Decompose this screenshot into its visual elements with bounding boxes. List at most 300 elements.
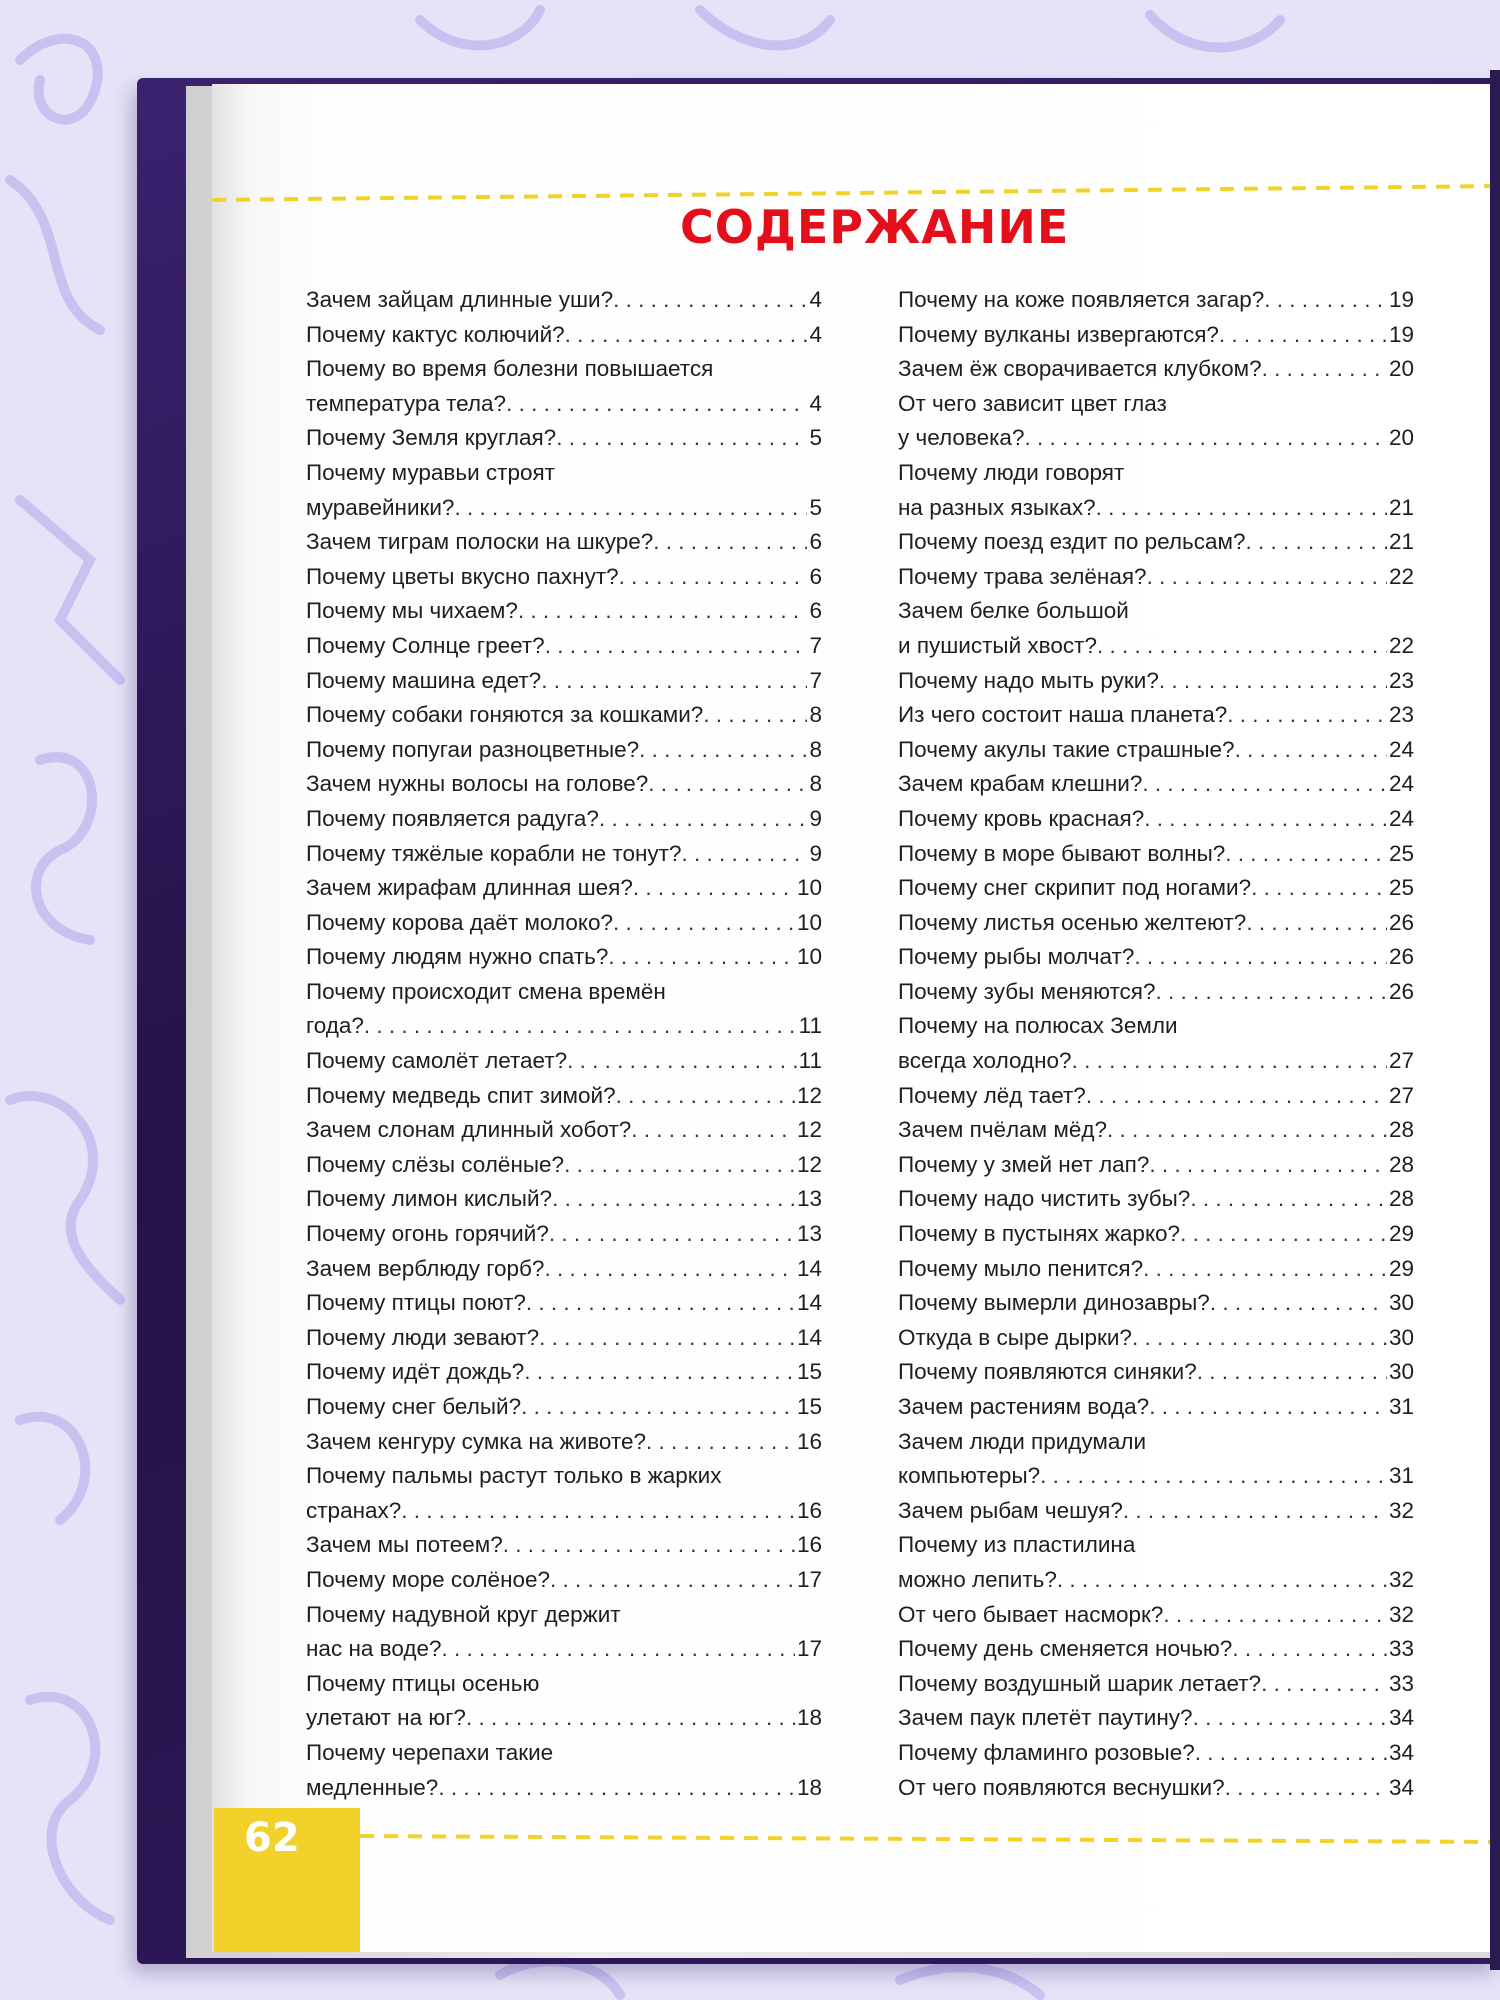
toc-entry <box>306 1079 822 1114</box>
toc-entry <box>898 318 1414 353</box>
toc-entry-title: Почему появляется радуга? <box>306 805 599 831</box>
toc-entry-page: 16 <box>796 1497 822 1523</box>
toc-entry-title: Почему лимон кислый? <box>306 1186 553 1212</box>
toc-leader-dots <box>1225 837 1387 872</box>
toc-entry-page: 27 <box>1388 1082 1414 1108</box>
toc-entry-title-line1: Почему птицы осенью <box>306 1670 540 1696</box>
toc-entry-title-line2: температура тела? <box>306 390 507 416</box>
toc-entry <box>898 1182 1414 1217</box>
toc-leader-dots <box>619 560 808 595</box>
toc-entry-title: Зачем жирафам длинная шея? <box>306 875 633 901</box>
toc-leader-dots <box>1163 1598 1387 1633</box>
toc-entry-title: Почему тяжёлые корабли не тонут? <box>306 840 682 866</box>
toc-entry-page: 4 <box>809 390 822 416</box>
toc-leader-dots <box>616 1079 795 1114</box>
toc-entry-title-line1: Почему надувной круг держит <box>306 1601 621 1627</box>
bottom-dashed-line <box>360 1830 1500 1850</box>
toc-entry <box>306 1252 822 1287</box>
toc-leader-dots <box>1246 525 1387 560</box>
toc-entry-title-line1: Почему муравьи строят <box>306 459 555 485</box>
toc-entry <box>898 664 1414 699</box>
toc-entry <box>898 1321 1414 1356</box>
toc-entry-page: 32 <box>1388 1566 1414 1592</box>
toc-entry-title: Почему кровь красная? <box>898 805 1145 831</box>
toc-entry <box>306 698 822 733</box>
toc-entry-title: Почему Земля круглая? <box>306 425 557 451</box>
toc-entry-title-line1: Зачем люди придумали <box>898 1428 1147 1454</box>
toc-entry-title: Почему цветы вкусно пахнут? <box>306 563 619 589</box>
toc-entry-title-line2: можно лепить? <box>898 1566 1057 1592</box>
toc-leader-dots <box>608 940 795 975</box>
toc-entry-page: 26 <box>1388 944 1414 970</box>
toc-entry-page: 12 <box>796 1082 822 1108</box>
toc-entry <box>306 1425 822 1460</box>
toc-entry <box>306 1736 822 1805</box>
toc-entry-title: Почему надо мыть руки? <box>898 667 1159 693</box>
toc-entry-title: Почему машина едет? <box>306 667 542 693</box>
toc-leader-dots <box>1219 318 1387 353</box>
toc-entry-title: Почему мыло пенится? <box>898 1255 1144 1281</box>
toc-entry <box>306 1563 822 1598</box>
toc-entry-page: 8 <box>809 771 822 797</box>
toc-entry <box>306 733 822 768</box>
toc-entry-page: 31 <box>1388 1463 1414 1489</box>
toc-entry-page: 32 <box>1388 1601 1414 1627</box>
toc-entry-page: 26 <box>1388 978 1414 1004</box>
toc-entry-page: 21 <box>1388 529 1414 555</box>
toc-entry-title: Почему Солнце греет? <box>306 632 545 658</box>
toc-entry-title: Почему люди зевают? <box>306 1324 540 1350</box>
toc-leader-dots <box>454 491 807 526</box>
toc-entry-page: 22 <box>1388 563 1414 589</box>
toc-leader-dots <box>539 1321 795 1356</box>
toc-entry-title: Почему у змей нет лап? <box>898 1151 1150 1177</box>
toc-entry-title: Почему мы чихаем? <box>306 598 518 624</box>
toc-entry-title: Почему воздушный шарик летает? <box>898 1670 1262 1696</box>
toc-leader-dots <box>1227 698 1387 733</box>
toc-entry-title-line2: нас на воде? <box>306 1636 442 1662</box>
toc-entry <box>306 1182 822 1217</box>
toc-entry-page: 12 <box>796 1117 822 1143</box>
toc-leader-dots <box>550 1563 795 1598</box>
toc-leader-dots <box>1144 802 1387 837</box>
toc-entry-page: 10 <box>796 875 822 901</box>
toc-entry-title: Почему птицы поют? <box>306 1290 526 1316</box>
toc-leader-dots <box>1123 1494 1387 1529</box>
toc-leader-dots <box>564 1148 795 1183</box>
toc-entry-title: Почему попугаи разноцветные? <box>306 736 640 762</box>
toc-entry <box>306 1459 822 1528</box>
toc-entry-page: 27 <box>1388 1048 1414 1074</box>
toc-entry <box>898 1148 1414 1183</box>
toc-entry <box>898 1736 1414 1771</box>
toc-entry-title: Почему людям нужно спать? <box>306 944 609 970</box>
toc-entry-page: 21 <box>1388 494 1414 520</box>
toc-leader-dots <box>1235 733 1387 768</box>
toc-leader-dots <box>1096 491 1387 526</box>
toc-entry <box>898 456 1414 525</box>
toc-entry-title: Почему огонь горячий? <box>306 1221 549 1247</box>
toc-entry-title: Почему зубы меняются? <box>898 978 1156 1004</box>
toc-leader-dots <box>1134 940 1387 975</box>
toc-entry <box>306 456 822 525</box>
toc-leader-dots <box>503 1528 795 1563</box>
toc-entry-title: Почему самолёт летает? <box>306 1048 568 1074</box>
toc-entry <box>306 1528 822 1563</box>
toc-entry-page: 33 <box>1388 1636 1414 1662</box>
toc-leader-dots <box>1024 421 1387 456</box>
toc-entry-title: Почему вулканы извергаются? <box>898 321 1219 347</box>
toc-leader-dots <box>1149 1390 1387 1425</box>
toc-entry <box>306 767 822 802</box>
toc-entry-page: 9 <box>809 840 822 866</box>
toc-leader-dots <box>544 1252 795 1287</box>
toc-entry <box>306 629 822 664</box>
toc-entry <box>306 1044 822 1079</box>
toc-entry <box>898 1598 1414 1633</box>
page-title: СОДЕРЖАНИЕ <box>680 200 1070 254</box>
page-number: 62 <box>244 1815 300 1861</box>
toc-entry-title-line2: и пушистый хвост? <box>898 632 1097 658</box>
toc-entry <box>306 664 822 699</box>
toc-entry <box>306 871 822 906</box>
toc-leader-dots <box>613 906 795 941</box>
toc-entry-page: 9 <box>809 805 822 831</box>
toc-leader-dots <box>438 1771 795 1806</box>
toc-leader-dots <box>364 1009 797 1044</box>
toc-leader-dots <box>541 664 807 699</box>
toc-entry-title: Почему акулы такие страшные? <box>898 736 1235 762</box>
toc-entry <box>898 1667 1414 1702</box>
toc-entry <box>306 1355 822 1390</box>
toc-entry-page: 18 <box>796 1705 822 1731</box>
toc-leader-dots <box>646 1425 795 1460</box>
toc-entry-title-line1: Почему люди говорят <box>898 459 1125 485</box>
toc-entry-title-line1: Почему черепахи такие <box>306 1739 554 1765</box>
toc-entry <box>898 802 1414 837</box>
toc-entry-title-line1: Почему происходит смена времён <box>306 978 666 1004</box>
toc-entry <box>898 1494 1414 1529</box>
toc-entry <box>306 1286 822 1321</box>
toc-entry-page: 15 <box>796 1394 822 1419</box>
toc-entry-title: Почему рыбы молчат? <box>898 944 1135 970</box>
toc-entry-page: 6 <box>809 529 822 555</box>
toc-leader-dots <box>703 698 807 733</box>
toc-entry-title-line1: Почему из пластилина <box>898 1532 1136 1558</box>
toc-entry-page: 6 <box>809 563 822 589</box>
toc-entry-title: Зачем верблюду горб? <box>306 1255 545 1281</box>
toc-entry-title-line2: муравейники? <box>306 494 455 520</box>
toc-entry <box>306 1390 822 1425</box>
toc-entry-page: 30 <box>1388 1324 1414 1350</box>
toc-entry <box>306 906 822 941</box>
toc-entry-page: 30 <box>1388 1359 1414 1385</box>
toc-entry <box>306 1113 822 1148</box>
toc-leader-dots <box>648 767 807 802</box>
toc-leader-dots <box>1190 1182 1387 1217</box>
toc-leader-dots <box>1197 1355 1387 1390</box>
toc-leader-dots <box>1142 767 1387 802</box>
toc-leader-dots <box>653 525 807 560</box>
toc-leader-dots <box>1262 352 1387 387</box>
toc-leader-dots <box>1180 1217 1387 1252</box>
toc-entry <box>898 1528 1414 1597</box>
toc-entry-title: Зачем ёж сворачивается клубком? <box>898 356 1262 382</box>
toc-entry-page: 17 <box>796 1566 822 1592</box>
toc-entry-page: 6 <box>809 598 822 624</box>
toc-entry <box>306 318 822 353</box>
toc-entry-page: 4 <box>809 287 822 312</box>
toc-entry-title: Зачем рыбам чешуя? <box>898 1497 1123 1523</box>
toc-entry-page: 34 <box>1388 1705 1414 1731</box>
toc-entry-page: 11 <box>798 1048 822 1074</box>
toc-entry-page: 15 <box>796 1359 822 1385</box>
toc-entry-title: Зачем тиграм полоски на шкуре? <box>306 529 654 555</box>
toc-leader-dots <box>521 1390 795 1425</box>
toc-entry-page: 23 <box>1388 702 1414 728</box>
toc-entry <box>898 1390 1414 1425</box>
toc-entry-title-line2: у человека? <box>898 425 1025 451</box>
toc-entry-page: 26 <box>1388 909 1414 935</box>
toc-entry <box>898 387 1414 456</box>
toc-entry-title: Почему кактус колючий? <box>306 321 565 347</box>
toc-leader-dots <box>1057 1563 1387 1598</box>
toc-leader-dots <box>556 421 807 456</box>
toc-entry <box>306 837 822 872</box>
toc-leader-dots <box>1143 1252 1387 1287</box>
toc-entry <box>898 283 1414 318</box>
toc-entry-title: Зачем зайцам длинные уши? <box>306 287 614 312</box>
toc-entry <box>898 1113 1414 1148</box>
toc-entry-title-line2: на разных языках? <box>898 494 1096 520</box>
toc-entry-title: Почему день сменяется ночью? <box>898 1636 1233 1662</box>
toc-entry-page: 29 <box>1388 1221 1414 1247</box>
toc-entry-title-line2: компьютеры? <box>898 1463 1041 1489</box>
toc-entry-title: Почему слёзы солёные? <box>306 1151 565 1177</box>
toc-leader-dots <box>1086 1079 1387 1114</box>
toc-entry-page: 32 <box>1388 1497 1414 1523</box>
toc-leader-dots <box>545 629 808 664</box>
toc-entry-page: 34 <box>1388 1774 1414 1800</box>
toc-entry-title-line2: года? <box>306 1013 364 1039</box>
toc-entry-page: 28 <box>1388 1151 1414 1177</box>
toc-entry <box>898 733 1414 768</box>
toc-entry <box>306 560 822 595</box>
toc-entry-page: 19 <box>1388 287 1414 312</box>
toc-leader-dots <box>1132 1321 1387 1356</box>
toc-leader-dots <box>1097 629 1387 664</box>
toc-entry-page: 12 <box>796 1151 822 1177</box>
toc-entry-title-line1: Зачем белке большой <box>898 598 1129 624</box>
toc-leader-dots <box>1159 664 1387 699</box>
toc-entry-title: Зачем растениям вода? <box>898 1394 1150 1419</box>
toc-entry <box>306 1217 822 1252</box>
toc-entry-title: Зачем слонам длинный хобот? <box>306 1117 632 1143</box>
toc-entry-page: 10 <box>796 944 822 970</box>
toc-entry-title: Почему море солёное? <box>306 1566 551 1592</box>
toc-entry <box>898 1701 1414 1736</box>
toc-entry-title: Зачем паук плетёт паутину? <box>898 1705 1193 1731</box>
toc-entry-title: Почему лёд тает? <box>898 1082 1086 1108</box>
toc-leader-dots <box>1225 1771 1387 1806</box>
toc-entry-title: Почему трава зелёная? <box>898 563 1147 589</box>
toc-leader-dots <box>567 1044 796 1079</box>
toc-entry-title: Почему появляются синяки? <box>898 1359 1197 1385</box>
toc-entry <box>306 1148 822 1183</box>
toc-entry-page: 14 <box>796 1290 822 1316</box>
toc-entry-page: 24 <box>1388 805 1414 831</box>
toc-entry <box>898 1252 1414 1287</box>
toc-entry-page: 16 <box>796 1532 822 1558</box>
toc-leader-dots <box>1232 1632 1387 1667</box>
toc-entry-page: 20 <box>1388 425 1414 451</box>
toc-entry-title-line1: Почему на полюсах Земли <box>898 1013 1178 1039</box>
toc-entry-title: Зачем пчёлам мёд? <box>898 1117 1107 1143</box>
toc-entry-title: Почему фламинго розовые? <box>898 1739 1195 1765</box>
toc-entry-title: Почему идёт дождь? <box>306 1359 525 1385</box>
toc-entry <box>898 906 1414 941</box>
toc-leader-dots <box>1072 1044 1387 1079</box>
toc-entry-page: 7 <box>809 632 822 658</box>
toc-entry <box>306 1321 822 1356</box>
toc-entry-title: Почему снег белый? <box>306 1394 522 1419</box>
toc-entry-title-line1: Почему пальмы растут только в жарких <box>306 1463 722 1489</box>
toc-entry-title: Почему на коже появляется загар? <box>898 287 1265 312</box>
toc-entry <box>898 767 1414 802</box>
toc-leader-dots <box>639 733 807 768</box>
toc-entry-title: Почему корова даёт молоко? <box>306 909 613 935</box>
toc-leader-dots <box>599 802 808 837</box>
toc-entry <box>306 1598 822 1667</box>
toc-entry-title-line2: странах? <box>306 1497 402 1523</box>
toc-leader-dots <box>1107 1113 1387 1148</box>
toc-leader-dots <box>442 1632 795 1667</box>
toc-entry <box>306 421 822 456</box>
toc-entry-title: Почему собаки гоняются за кошками? <box>306 702 704 728</box>
toc-entry <box>898 1355 1414 1390</box>
toc-entry-page: 20 <box>1388 356 1414 382</box>
toc-entry <box>898 1286 1414 1321</box>
toc-leader-dots <box>631 1113 795 1148</box>
toc-leader-dots <box>1264 283 1387 318</box>
toc-entry-title: От чего бывает насморк? <box>898 1601 1164 1627</box>
toc-entry-page: 13 <box>796 1186 822 1212</box>
toc-leader-dots <box>506 387 807 422</box>
toc-entry <box>898 1771 1414 1806</box>
toc-entry <box>306 594 822 629</box>
toc-leader-dots <box>1149 1148 1387 1183</box>
toc-entry-title-line1: От чего зависит цвет глаз <box>898 390 1167 416</box>
toc-leader-dots <box>466 1701 795 1736</box>
toc-entry-page: 22 <box>1388 632 1414 658</box>
toc-entry-page: 28 <box>1388 1186 1414 1212</box>
toc-leader-dots <box>526 1286 795 1321</box>
toc-leader-dots <box>1210 1286 1387 1321</box>
toc-entry <box>898 525 1414 560</box>
toc-entry-title-line2: всегда холодно? <box>898 1048 1072 1074</box>
toc-entry-title: Почему листья осенью желтеют? <box>898 909 1247 935</box>
toc-entry-page: 31 <box>1388 1394 1414 1419</box>
toc-entry-page: 16 <box>796 1428 822 1454</box>
toc-entry-page: 5 <box>809 425 822 451</box>
toc-entry-page: 30 <box>1388 1290 1414 1316</box>
toc-entry-title: Зачем крабам клешни? <box>898 771 1143 797</box>
toc-entry-title: Почему надо чистить зубы? <box>898 1186 1191 1212</box>
toc-entry-page: 23 <box>1388 667 1414 693</box>
toc-entry-page: 14 <box>796 1255 822 1281</box>
toc-entry <box>898 1009 1414 1078</box>
toc-entry <box>898 975 1414 1010</box>
toc-entry-title: Почему в море бывают волны? <box>898 840 1226 866</box>
book-right-edge <box>1490 70 1500 1970</box>
toc-entry-title: Из чего состоит наша планета? <box>898 702 1228 728</box>
toc-entry-title: Почему медведь спит зимой? <box>306 1082 616 1108</box>
toc-entry-page: 10 <box>796 909 822 935</box>
toc-entry <box>306 283 822 318</box>
toc-entry-page: 17 <box>796 1636 822 1662</box>
toc-entry-title: Зачем мы потеем? <box>306 1532 503 1558</box>
toc-leader-dots <box>1246 906 1387 941</box>
toc-entry-page: 4 <box>809 321 822 347</box>
toc-entry-title: Зачем нужны волосы на голове? <box>306 771 649 797</box>
toc-entry-title: Почему снег скрипит под ногами? <box>898 875 1252 901</box>
toc-entry <box>898 871 1414 906</box>
toc-leader-dots <box>1195 1736 1387 1771</box>
toc-leader-dots <box>518 594 808 629</box>
toc-entry <box>306 525 822 560</box>
toc-leader-dots <box>552 1182 795 1217</box>
toc-entry-page: 19 <box>1388 321 1414 347</box>
toc-leader-dots <box>633 871 795 906</box>
toc-entry <box>898 698 1414 733</box>
toc-leader-dots <box>565 318 808 353</box>
toc-entry <box>306 1667 822 1736</box>
toc-leader-dots <box>1156 975 1387 1010</box>
toc-leader-dots <box>613 283 807 318</box>
toc-entry <box>898 940 1414 975</box>
toc-entry-page: 34 <box>1388 1739 1414 1765</box>
toc-entry-page: 8 <box>809 702 822 728</box>
toc-entry <box>898 594 1414 663</box>
toc-entry <box>306 352 822 421</box>
toc-entry-page: 18 <box>796 1774 822 1800</box>
toc-entry-page: 25 <box>1388 875 1414 901</box>
toc-entry <box>898 1217 1414 1252</box>
toc-entry <box>306 802 822 837</box>
toc-entry <box>898 1425 1414 1494</box>
toc-entry-page: 25 <box>1388 840 1414 866</box>
toc-entry-title-line2: медленные? <box>306 1774 439 1800</box>
toc-left-column <box>306 283 822 1805</box>
toc-entry-title: Зачем кенгуру сумка на животе? <box>306 1428 646 1454</box>
toc-entry-page: 14 <box>796 1324 822 1350</box>
toc-entry-page: 8 <box>809 736 822 762</box>
toc-entry <box>898 1079 1414 1114</box>
toc-leader-dots <box>401 1494 795 1529</box>
toc-entry-title: Почему в пустынях жарко? <box>898 1221 1181 1247</box>
toc-entry-title: Почему поезд ездит по рельсам? <box>898 529 1246 555</box>
toc-leader-dots <box>1261 1667 1387 1702</box>
toc-entry <box>306 975 822 1044</box>
toc-leader-dots <box>1147 560 1387 595</box>
toc-entry-title-line2: улетают на юг? <box>306 1705 466 1731</box>
toc-leader-dots <box>1193 1701 1387 1736</box>
toc-entry <box>898 352 1414 387</box>
toc-entry <box>898 837 1414 872</box>
toc-leader-dots <box>549 1217 795 1252</box>
toc-entry-title: От чего появляются веснушки? <box>898 1774 1225 1800</box>
toc-entry-title: Откуда в сыре дырки? <box>898 1324 1132 1350</box>
